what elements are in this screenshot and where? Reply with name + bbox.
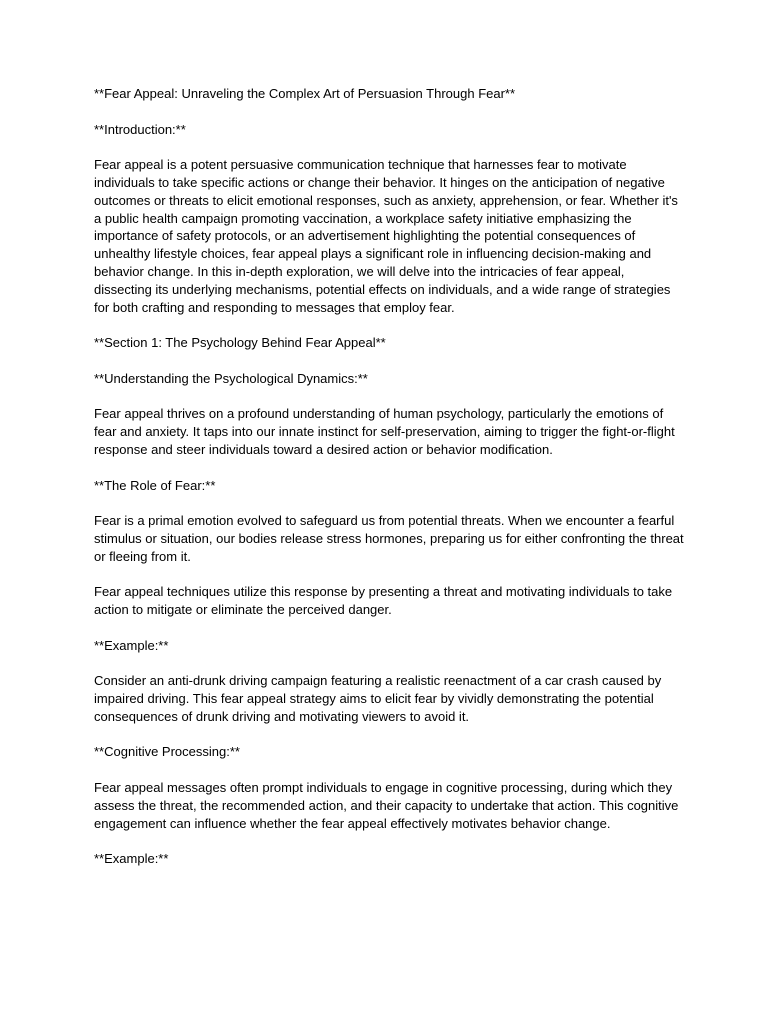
example-heading-1: **Example:** (94, 637, 169, 653)
psychological-dynamics-paragraph: Fear appeal thrives on a profound understanding of human psychology, particularly the emotions of fear and anxiety. It taps into our innate instinct for self-preservation, aiming to trigger the fight-or-flight response and steer individuals toward a desired action or behavior modification. (94, 406, 675, 457)
psychological-dynamics-heading: **Understanding the Psychological Dynamics:** (94, 370, 368, 386)
document-title: **Fear Appeal: Unraveling the Complex Art of Persuasion Through Fear** (94, 86, 516, 101)
document-page (94, 85, 684, 886)
cognitive-processing-heading: **Cognitive Processing:** (94, 744, 240, 760)
introduction-paragraph: Fear appeal is a potent persuasive communication technique that harnesses fear to motivate individuals to take specific actions or change their behavior. It hinges on the anticipation of negative outcomes or threats to elicit emotional responses, such as anxiety, apprehension, or fear. Whether it's a public health campaign promoting vaccination, a workplace safety initiative emphasizing the importance of safety protocols, or an advertisement highlighting the potential consequences of unhealthy lifestyle choices, fear appeal plays a significant role in influencing decision-making and behavior change. In this in-depth exploration, we will delve into the intricacies of fear appeal, dissecting its underlying mechanisms, potential effects on individuals, and a wide range of strategies for both crafting and responding to messages that employ fear. (94, 157, 678, 315)
example-paragraph-1: Consider an anti-drunk driving campaign featuring a realistic reenactment of a car crash caused by impaired driving. This fear appeal strategy aims to elicit fear by vividly demonstrating the potential consequences of drunk driving and motivating viewers to avoid it. (94, 673, 662, 724)
role-of-fear-heading: **The Role of Fear:** (94, 477, 216, 493)
role-of-fear-paragraph-2: Fear appeal techniques utilize this response by presenting a threat and motivating individuals to take action to mitigate or eliminate the perceived danger. (94, 584, 673, 618)
example-heading-2: **Example:** (94, 851, 169, 867)
introduction-heading: **Introduction:** (94, 121, 186, 137)
role-of-fear-paragraph-1: Fear is a primal emotion evolved to safeguard us from potential threats. When we encounter a fearful stimulus or situation, our bodies release stress hormones, preparing us for either confronting the threat or fleeing from it. (94, 513, 684, 564)
section-1-heading: **Section 1: The Psychology Behind Fear Appeal** (94, 335, 386, 351)
cognitive-processing-paragraph: Fear appeal messages often prompt individuals to engage in cognitive processing, during which they assess the threat, the recommended action, and their capacity to undertake that action. This cognitive engagement can influence whether the fear appeal effectively motivates behavior change. (94, 780, 679, 831)
